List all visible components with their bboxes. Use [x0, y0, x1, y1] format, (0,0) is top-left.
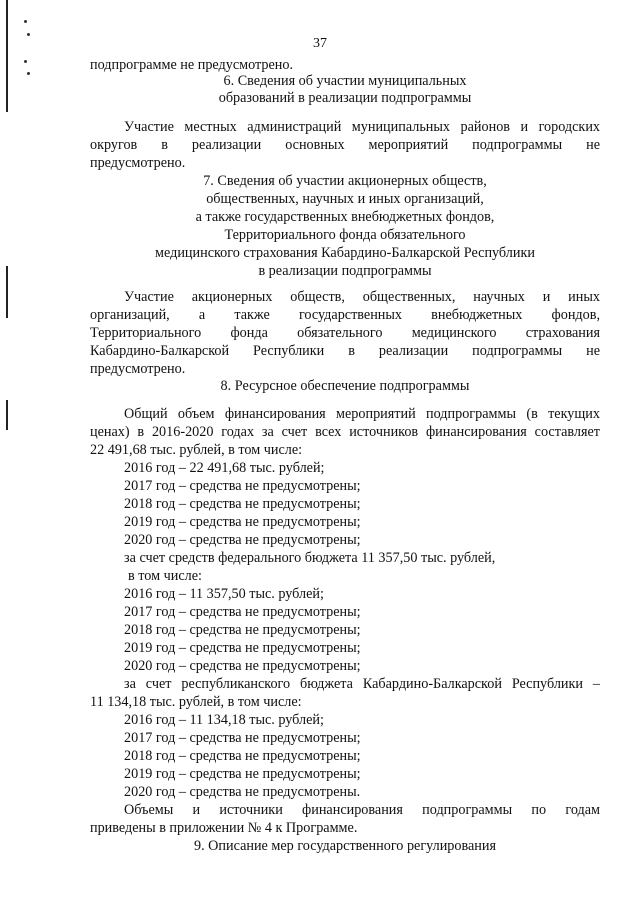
section-heading: 8. Ресурсное обеспечение подпрограммы — [220, 378, 470, 394]
funding-year-line: 2017 год – средства не предусмотрены; — [124, 604, 361, 620]
funding-year-line: 2018 год – средства не предусмотрены; — [124, 622, 361, 638]
funding-year-line: 2016 год – 11 357,50 тыс. рублей; — [124, 586, 324, 602]
paragraph-line: Кабардино-Балкарской Республики в реализации подпрограммы не — [90, 343, 600, 359]
scan-margin-line — [6, 266, 8, 318]
funding-year-line: 2020 год – средства не предусмотрены. — [124, 784, 361, 800]
funding-year-line: 2019 год – средства не предусмотрены; — [124, 766, 361, 782]
paragraph-line: Участие местных администраций муниципальных районов и городских — [124, 119, 600, 135]
section-heading: в реализации подпрограммы — [258, 263, 432, 279]
section-heading: 6. Сведения об участии муниципальных — [223, 73, 467, 89]
text-line: подпрограмме не предусмотрено. — [90, 57, 294, 73]
section-heading: Территориального фонда обязательного — [224, 227, 466, 243]
paragraph-line: предусмотрено. — [90, 155, 186, 171]
funding-year-line: 2019 год – средства не предусмотрены; — [124, 514, 361, 530]
paragraph-line: организаций, а также государственных внебюджетных фондов, — [90, 307, 600, 323]
funding-year-line: 2017 год – средства не предусмотрены; — [124, 730, 361, 746]
paragraph-line: Общий объем финансирования мероприятий подпрограммы (в текущих — [124, 406, 600, 422]
section-heading: 7. Сведения об участии акционерных обществ, — [203, 173, 487, 189]
scan-dot — [27, 72, 30, 75]
paragraph-line: в том числе: — [128, 568, 202, 584]
paragraph-line: Объемы и источники финансирования подпрограммы по годам — [124, 802, 600, 818]
funding-year-line: 2018 год – средства не предусмотрены; — [124, 748, 361, 764]
paragraph-line: 11 134,18 тыс. рублей, в том числе: — [90, 694, 302, 710]
paragraph-line: предусмотрено. — [90, 361, 186, 377]
funding-year-line: 2017 год – средства не предусмотрены; — [124, 478, 361, 494]
section-heading: 9. Описание мер государственного регулирования — [193, 838, 497, 854]
paragraph-line: за счет средств федерального бюджета 11 357,50 тыс. рублей, — [124, 550, 496, 566]
section-heading: а также государственных внебюджетных фондов, — [195, 209, 495, 225]
paragraph-line: округов в реализации основных мероприятий подпрограммы не — [90, 137, 600, 153]
scan-margin-line — [6, 400, 8, 430]
page-number: 37 — [313, 36, 327, 51]
scan-dot — [24, 60, 27, 63]
paragraph-line: Территориального фонда обязательного медицинского страхования — [90, 325, 600, 341]
section-heading: медицинского страхования Кабардино-Балкарской Республики — [155, 245, 535, 261]
paragraph-line: приведены в приложении № 4 к Программе. — [90, 820, 358, 836]
paragraph-line: за счет республиканского бюджета Кабардино-Балкарской Республики – — [124, 676, 600, 692]
scan-margin-line — [6, 0, 8, 112]
scan-dot — [24, 20, 27, 23]
funding-year-line: 2018 год – средства не предусмотрены; — [124, 496, 361, 512]
paragraph-line: 22 491,68 тыс. рублей, в том числе: — [90, 442, 303, 458]
paragraph-line: Участие акционерных обществ, общественных, научных и иных — [124, 289, 600, 305]
funding-year-line: 2020 год – средства не предусмотрены; — [124, 658, 361, 674]
section-heading: общественных, научных и иных организаций, — [206, 191, 484, 207]
section-heading: образований в реализации подпрограммы — [218, 90, 472, 106]
funding-year-line: 2019 год – средства не предусмотрены; — [124, 640, 361, 656]
funding-year-line: 2016 год – 11 134,18 тыс. рублей; — [124, 712, 324, 728]
funding-year-line: 2020 год – средства не предусмотрены; — [124, 532, 361, 548]
funding-year-line: 2016 год – 22 491,68 тыс. рублей; — [124, 460, 325, 476]
paragraph-line: ценах) в 2016-2020 годах за счет всех источников финансирования составляет — [90, 424, 600, 440]
